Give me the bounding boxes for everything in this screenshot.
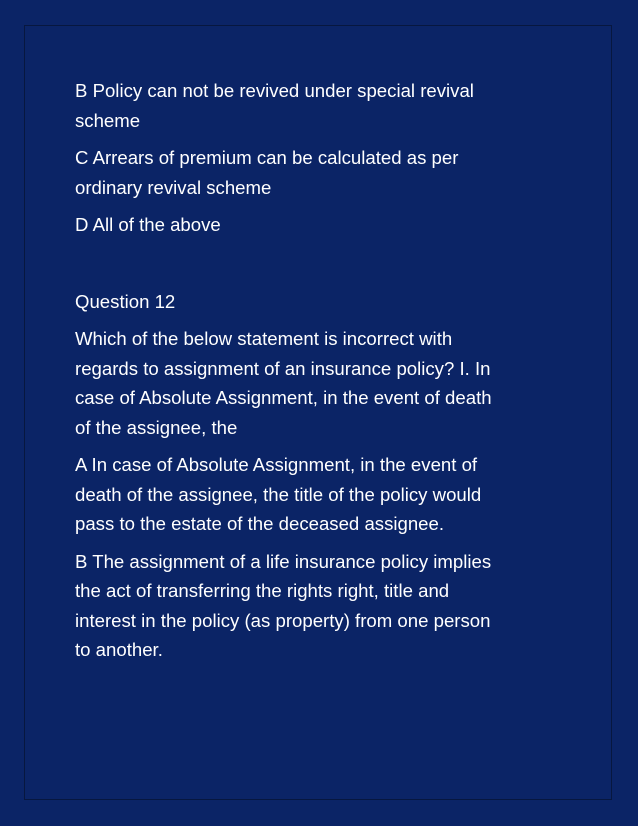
option-c-previous: C Arrears of premium can be calculated as per ordinary revival scheme: [75, 147, 459, 198]
question-text: Which of the below statement is incorrect with regards to assignment of an insurance policy? I. In case of Absolute Assignment, in the event of death of the assignee, the: [75, 328, 492, 438]
question-title: Question 12: [75, 290, 176, 312]
option-d-previous: D All of the above: [75, 214, 221, 235]
option-b: B The assignment of a life insurance policy implies the act of transferring the rights right, title and interest in the policy (as property) from one person to another.: [75, 550, 492, 660]
section-gap: [75, 248, 565, 287]
option-b-previous: B Policy can not be revived under special revival scheme: [75, 80, 474, 131]
document-content: [75, 76, 565, 673]
option-a: A In case of Absolute Assignment, in the event of death of the assignee, the title of the policy would pass to the estate of the deceased assignee.: [75, 454, 482, 534]
